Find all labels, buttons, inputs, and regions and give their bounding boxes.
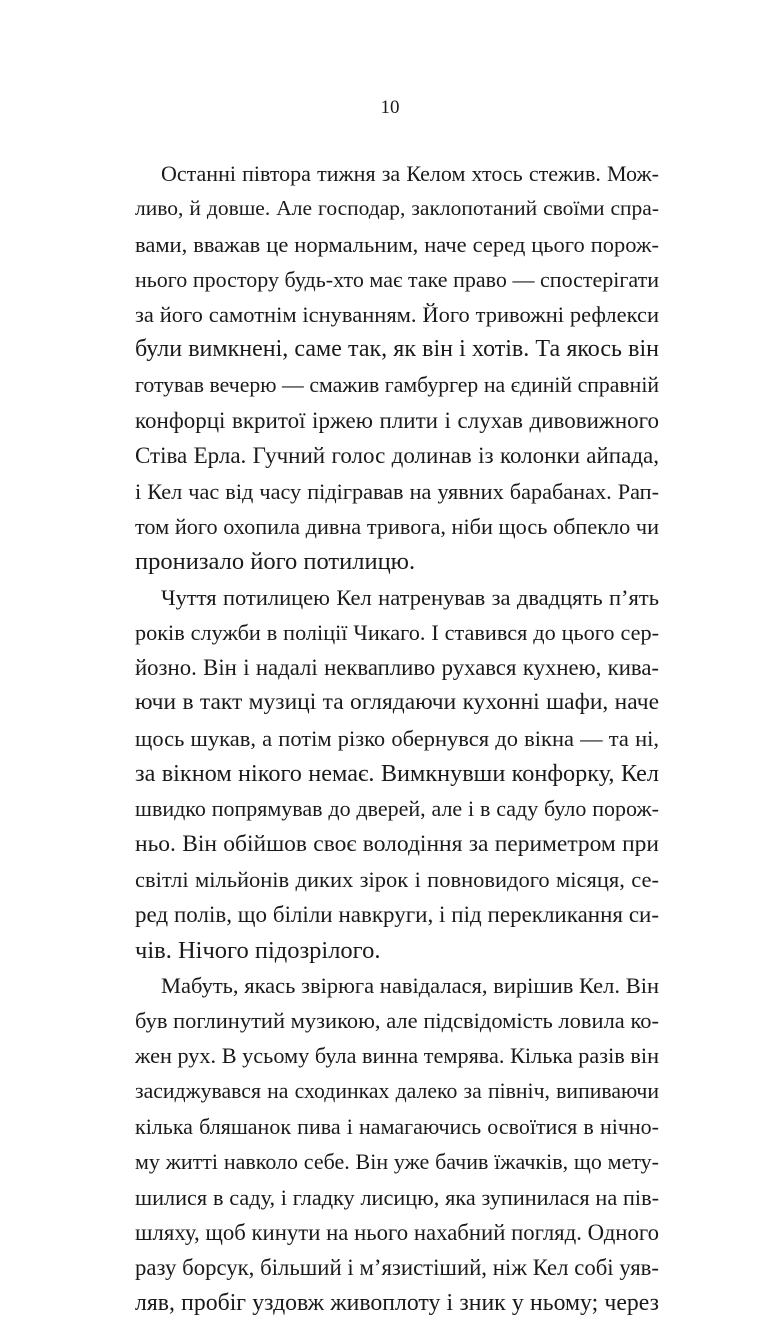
text-line: разу борсук, більший і м’язистіший, ніж Кел собі уяв- — [135, 1255, 659, 1281]
text-line: швидко попрямував до дверей, але і в саду було порож- — [135, 796, 659, 822]
text-line: ньо. Він обійшов своє володіння за периметром при — [135, 830, 659, 857]
body-text — [135, 156, 659, 1321]
text-line: засиджувався на сходинках далеко за північ, випиваючи — [135, 1078, 659, 1103]
text-line: Мабуть, якась звірюга навідалася, вирішив Кел. Він — [161, 972, 659, 998]
text-line: кілька бляшанок пива і намагаючись освоїтися в нічно- — [135, 1114, 659, 1140]
paragraph — [135, 580, 659, 968]
text-line: ляв, пробіг уздовж живоплоту і зник у ньому; через — [135, 1289, 659, 1316]
text-line: жен рух. В усьому була винна темрява. Кілька разів він — [135, 1043, 659, 1069]
text-line: за вікном нікого немає. Вимкнувши конфорку, Кел — [135, 760, 659, 788]
text-line: за його самотнім існуванням. Його тривожні рефлекси — [135, 302, 659, 328]
text-line: щось шукав, а потім різко обернувся до вікна — та ні, — [135, 725, 659, 751]
text-line: шилися в саду, і гладку лисицю, яка зупинилася на пів- — [135, 1184, 659, 1210]
text-line: був поглинутий музикою, але підсвідомість ловила ко- — [135, 1008, 659, 1034]
paragraph — [135, 156, 659, 580]
text-line: пронизало його потилицю. — [135, 548, 416, 576]
text-line: шляху, щоб кинути на нього нахабний погляд. Одного — [135, 1219, 659, 1245]
text-line: том його охопила дивна тривога, ніби щось обпекло чи — [135, 513, 659, 539]
text-line: світлі мільйонів диких зірок і повновидого місяця, се- — [135, 866, 659, 892]
text-line: років служби в поліції Чикаго. І ставився до цього сер- — [135, 619, 659, 645]
text-line: були вимкнені, саме так, як він і хотів. Та якось він — [135, 336, 659, 363]
text-line: ючи в такт музиці та оглядаючи кухонні шафи, наче — [135, 689, 659, 716]
text-line: Чуття потилицею Кел натренував за двадцять п’ять — [161, 584, 659, 610]
text-line: вами, вважав це нормальним, наче серед цього порож- — [135, 231, 659, 257]
text-line: і Кел час від часу підігравав на уявних барабанах. Рап- — [135, 478, 659, 504]
text-line: йозно. Він і надалі неквапливо рухався кухнею, кива- — [135, 655, 659, 681]
paragraph — [135, 968, 659, 1321]
text-line: ред полів, що біліли навкруги, і під перекликання си- — [135, 902, 659, 928]
text-line: Стіва Ерла. Гучний голос долинав із колонки айпада, — [135, 443, 659, 469]
text-line: готував вечерю — смажив гамбургер на єдиній справній — [135, 372, 659, 397]
text-line: конфорці вкритої іржею плити і слухав дивовижного — [135, 408, 659, 434]
text-line: Останні півтора тижня за Келом хтось стежив. Мож- — [161, 161, 659, 186]
text-line: му житті навколо себе. Він уже бачив їжачків, що мету- — [135, 1149, 659, 1175]
text-line: чів. Нічого підозрілого. — [135, 936, 381, 964]
text-line: ливо, й довше. Але господар, заклопотаний своїми спра- — [135, 196, 659, 221]
page-number: 10 — [380, 97, 400, 118]
text-line: нього простору будь-хто має таке право — спостерігати — [135, 266, 659, 292]
